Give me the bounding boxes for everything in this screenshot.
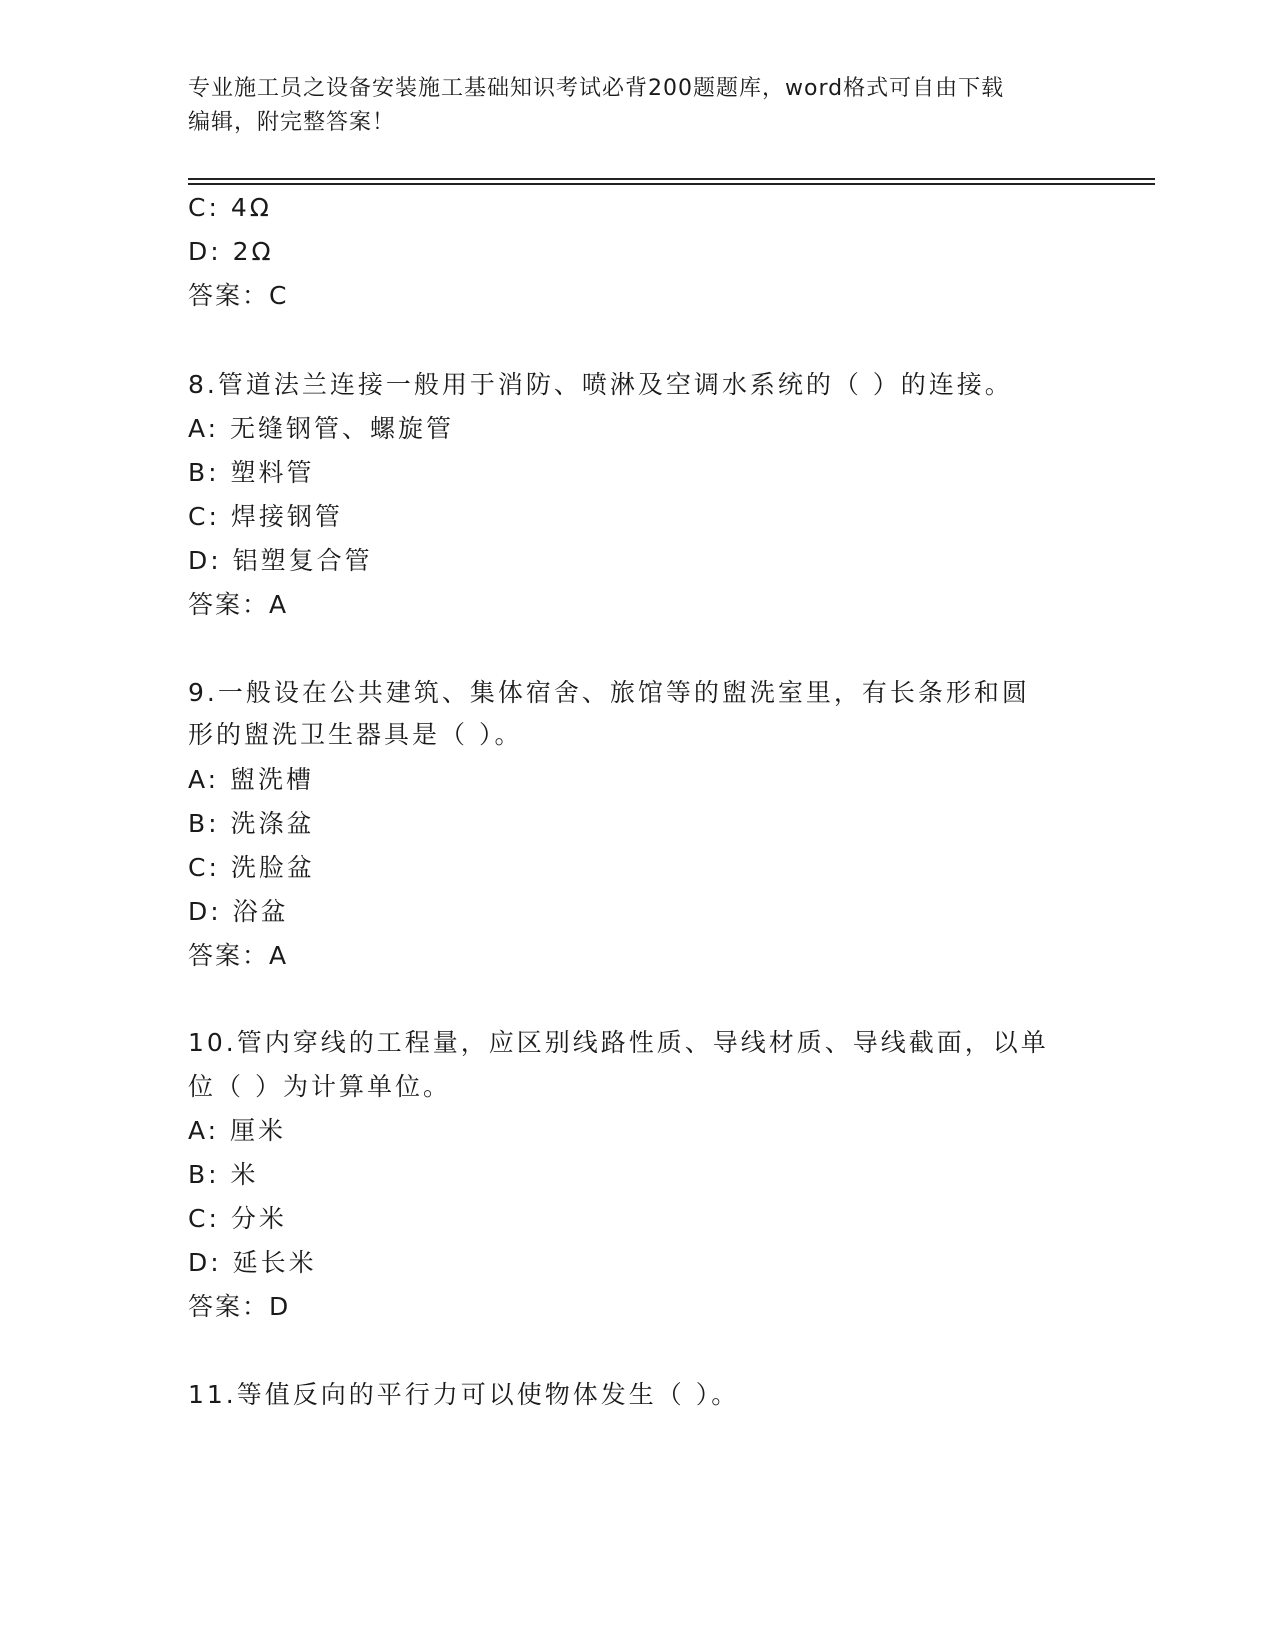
q10-option-d: D: 延长米 bbox=[188, 1248, 317, 1277]
q7-option-c: C: 4Ω bbox=[188, 193, 272, 222]
header-line-1: 专业施工员之设备安装施工基础知识考试必背200题题库，word格式可自由下载 bbox=[188, 76, 1005, 101]
q9-stem-line-2: 形的盥洗卫生器具是（ ）。 bbox=[188, 720, 523, 749]
q9-option-d: D: 浴盆 bbox=[188, 897, 289, 926]
q9-option-b: B: 洗涤盆 bbox=[188, 809, 315, 838]
header-line-2: 编辑，附完整答案！ bbox=[188, 110, 396, 135]
q8-option-a: A: 无缝钢管、螺旋管 bbox=[188, 414, 455, 443]
q7-answer: 答案：C bbox=[188, 281, 289, 310]
q8-option-c: C: 焊接钢管 bbox=[188, 502, 343, 531]
header-divider-bottom bbox=[188, 183, 1155, 185]
q10-stem-line-2: 位（ ）为计算单位。 bbox=[188, 1072, 451, 1101]
q8-answer: 答案：A bbox=[188, 590, 289, 619]
q10-option-c: C: 分米 bbox=[188, 1204, 287, 1233]
header-divider-top bbox=[188, 178, 1155, 180]
q8-option-b: B: 塑料管 bbox=[188, 458, 315, 487]
document-header bbox=[188, 72, 1088, 140]
q10-option-a: A: 厘米 bbox=[188, 1116, 287, 1145]
q9-option-a: A: 盥洗槽 bbox=[188, 765, 315, 794]
q9-stem-line-1: 9.一般设在公共建筑、集体宿舍、旅馆等的盥洗室里，有长条形和圆 bbox=[188, 678, 1030, 707]
q10-option-b: B: 米 bbox=[188, 1160, 259, 1189]
q10-answer: 答案：D bbox=[188, 1292, 291, 1321]
q9-option-c: C: 洗脸盆 bbox=[188, 853, 315, 882]
q8-stem: 8.管道法兰连接一般用于消防、喷淋及空调水系统的（ ）的连接。 bbox=[188, 370, 1013, 399]
q7-option-d: D: 2Ω bbox=[188, 237, 274, 266]
q11-stem: 11.等值反向的平行力可以使物体发生（ ）。 bbox=[188, 1380, 740, 1409]
q8-option-d: D: 铝塑复合管 bbox=[188, 546, 373, 575]
q10-stem-line-1: 10.管内穿线的工程量，应区别线路性质、导线材质、导线截面，以单 bbox=[188, 1028, 1049, 1057]
q9-answer: 答案：A bbox=[188, 941, 289, 970]
